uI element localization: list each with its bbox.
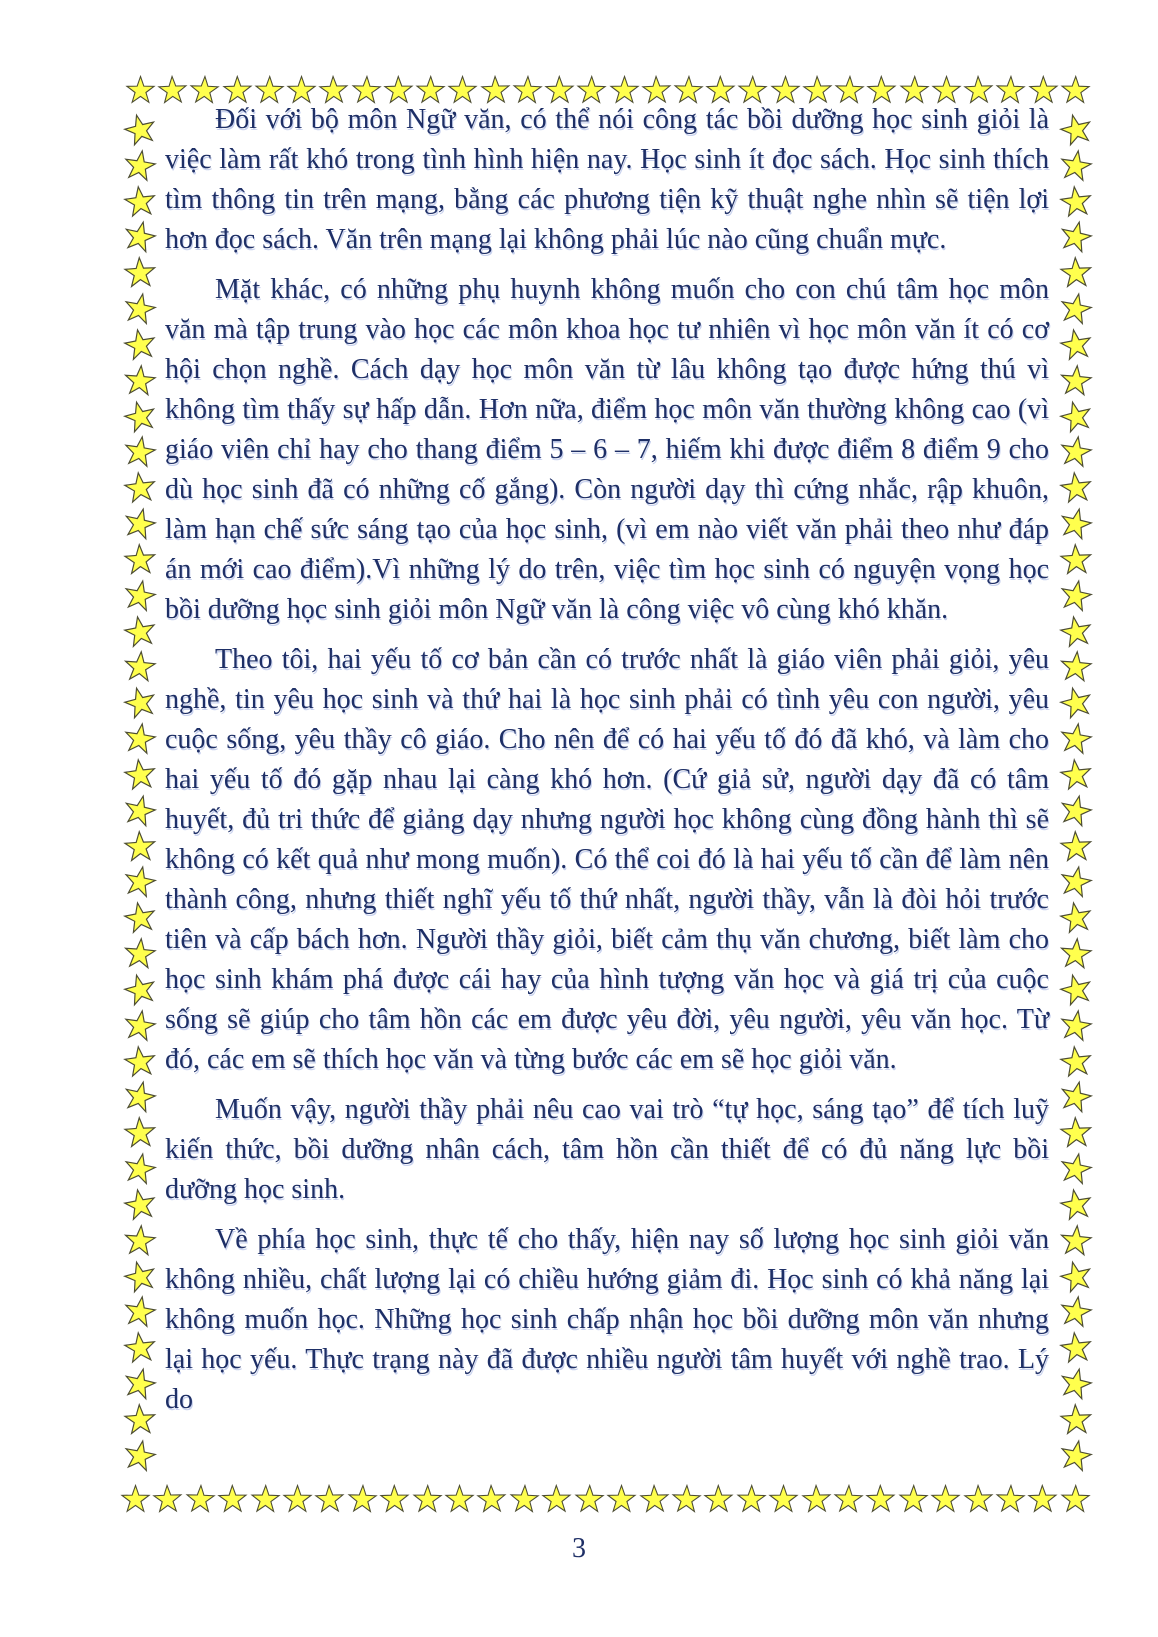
star-icon xyxy=(1058,1114,1094,1150)
star-icon xyxy=(1057,182,1095,220)
star-icon xyxy=(1056,288,1096,328)
star-icon xyxy=(1056,789,1097,830)
star-icon xyxy=(121,145,160,184)
star-icon xyxy=(735,1482,767,1514)
star-icon xyxy=(1056,575,1096,615)
star-icon xyxy=(121,719,160,758)
star-icon xyxy=(1058,541,1094,577)
star-icon xyxy=(1056,216,1097,257)
star-icon xyxy=(930,1483,961,1514)
star-icon xyxy=(1057,145,1096,184)
star-icon xyxy=(1056,898,1095,937)
star-icon xyxy=(121,182,159,220)
paragraph: Theo tôi, hai yếu tố cơ bản cần có trước nhất là giáo viên phải giỏi, yêu nghề, tin yêu học sinh và thứ hai là học sinh phải có tình yêu con người, yêu cuộc sống, yêu thầy cô giáo. Cho nên để có hai yếu tố đó đã khó, và làm cho hai yếu tố đó gặp nhau lại càng khó hơn. (Cứ giả sử, người dạy đã có tâm huyết, đủ tri thức để giảng dạy nhưng người học không cùng đồng hành thì sẽ không có kết quả như mong muốn). Có thể coi đó là hai yếu tố cần để làm nên thành công, nhưng thiết nghĩ yếu tố thứ nhất, người thầy, vẫn là đòi hỏi trước tiên và cấp bách hơn. Người thầy giỏi, biết cảm thụ văn chương, biết làm cho học sinh khám phá được cái hay của hình tượng văn học và giá trị của cuộc sống sẽ giúp cho tâm hồn các em được yêu đời, yêu người, yêu văn học. Từ đó, các em sẽ thích học văn và từng bước các em sẽ học giỏi văn. xyxy=(165,644,1049,1075)
star-icon xyxy=(122,648,159,685)
star-icon xyxy=(121,1005,160,1044)
star-icon xyxy=(1055,1255,1096,1296)
star-icon xyxy=(1058,254,1094,290)
star-icon xyxy=(121,1292,160,1331)
star-icon xyxy=(120,1363,161,1404)
star-icon xyxy=(476,1482,508,1514)
star-icon xyxy=(1058,1221,1095,1258)
star-icon xyxy=(508,1482,540,1514)
star-icon xyxy=(120,1483,151,1514)
star-icon xyxy=(1057,1328,1095,1366)
paragraph: Đối với bộ môn Ngữ văn, có thể nói công tác bồi dưỡng học sinh giỏi là việc làm rất khó trong tình hình hiện nay. Học sinh ít đọc sách. Học sinh thích tìm thông tin trên mạng, bằng các phương tiện kỹ thuật nghe nhìn sẽ tiện lợi hơn đọc sách. Văn trên mạng lại không phải lúc nào cũng chuẩn mực. xyxy=(165,104,1049,255)
star-icon xyxy=(1056,1363,1097,1404)
star-icon xyxy=(121,755,159,793)
star-icon xyxy=(121,1042,159,1080)
star-icon xyxy=(119,968,160,1009)
star-icon xyxy=(120,575,160,615)
star-icon xyxy=(120,898,159,937)
star-icon xyxy=(1058,935,1095,972)
star-icon xyxy=(1056,1076,1097,1117)
star-icon xyxy=(1057,1005,1096,1044)
star-icon xyxy=(1057,719,1096,758)
star-icon xyxy=(122,541,158,577)
star-icon xyxy=(444,1483,475,1514)
star-icon xyxy=(1058,828,1094,864)
star-icon xyxy=(120,611,159,650)
star-icon xyxy=(800,1482,832,1514)
star-icon xyxy=(832,1482,864,1514)
star-icon xyxy=(1057,468,1095,506)
star-icon xyxy=(120,1076,161,1117)
star-icon xyxy=(120,503,161,544)
star-icon xyxy=(1058,1401,1094,1437)
star-icon xyxy=(120,789,161,830)
star-icon xyxy=(120,1148,160,1188)
star-icon xyxy=(122,1221,159,1258)
star-icon xyxy=(768,1483,799,1514)
star-icon xyxy=(541,1482,573,1514)
star-icon xyxy=(122,828,158,864)
star-icon xyxy=(1058,361,1095,398)
star-icon xyxy=(1057,1292,1096,1331)
star-border-right xyxy=(1057,112,1095,1472)
star-icon xyxy=(638,1482,670,1514)
star-icon xyxy=(249,1482,281,1514)
star-icon xyxy=(1056,1435,1096,1475)
star-icon xyxy=(119,1255,160,1296)
star-icon xyxy=(120,1184,159,1223)
star-icon xyxy=(122,1401,158,1437)
star-icon xyxy=(1055,395,1096,436)
document-body xyxy=(165,100,1049,1430)
star-icon xyxy=(1056,1148,1096,1188)
star-icon xyxy=(119,395,160,436)
star-icon xyxy=(670,1482,702,1514)
star-icon xyxy=(119,682,160,723)
star-icon xyxy=(1058,648,1095,685)
star-icon xyxy=(865,1482,897,1514)
star-icon xyxy=(122,935,159,972)
star-icon xyxy=(1057,1042,1095,1080)
star-icon xyxy=(994,1482,1026,1514)
star-icon xyxy=(120,216,161,257)
star-icon xyxy=(962,1482,994,1514)
star-icon xyxy=(1060,73,1092,105)
star-icon xyxy=(1027,1482,1059,1514)
star-icon xyxy=(1060,1482,1092,1514)
star-icon xyxy=(1056,324,1095,363)
star-icon xyxy=(120,1435,160,1475)
star-icon xyxy=(573,1482,605,1514)
star-icon xyxy=(152,1482,184,1514)
paragraph: Về phía học sinh, thực tế cho thấy, hiện nay số lượng học sinh giỏi văn không nhiều, chất lượng lại có chiều hướng giảm đi. Học sinh có khả năng lại không muốn học. Những học sinh chấp nhận học bồi dưỡng môn văn nhưng lại học yếu. Thực trạng này đã được nhiều người tâm huyết với nghề trao. Lý do xyxy=(165,1224,1049,1415)
star-border-left xyxy=(121,112,159,1472)
star-icon xyxy=(703,1482,735,1514)
star-icon xyxy=(120,288,160,328)
page-number: 3 xyxy=(572,1533,586,1564)
star-icon xyxy=(346,1482,378,1514)
star-icon xyxy=(282,1483,313,1514)
star-icon xyxy=(1057,755,1095,793)
star-icon xyxy=(120,861,160,901)
star-icon xyxy=(217,1482,249,1514)
paragraph: Mặt khác, có những phụ huynh không muốn cho con chú tâm học môn văn mà tập trung vào học các môn khoa học tư nhiên vì học môn văn ít có cơ hội chọn nghề. Cách dạy học môn văn từ lâu không tạo được hứng thú vì không tìm thấy sự hấp dẫn. Hơn nữa, điểm học môn văn thường không cao (vì giáo viên chỉ hay cho thang điểm 5 – 6 – 7, hiếm khi được điểm 8 điểm 9 cho dù học sinh đã có những cố gắng). Còn người dạy thì cứng nhắc, rập khuôn, làm hạn chế sức sáng tạo của học sinh, (vì em nào viết văn phải theo như đáp án mới cao điểm).Vì những lý do trên, việc tìm học sinh có nguyện vọng học bồi dưỡng học sinh giỏi môn Ngữ văn là công việc vô cùng khó khăn. xyxy=(165,274,1049,625)
star-icon xyxy=(1056,861,1096,901)
star-icon xyxy=(119,108,160,149)
star-icon xyxy=(411,1482,443,1514)
star-icon xyxy=(1055,108,1096,149)
star-icon xyxy=(1055,968,1096,1009)
star-border-bottom xyxy=(120,1479,1091,1517)
star-icon xyxy=(1055,682,1096,723)
star-icon xyxy=(897,1482,929,1514)
star-icon xyxy=(1056,503,1097,544)
star-icon xyxy=(121,1328,159,1366)
star-icon xyxy=(1056,611,1095,650)
star-icon xyxy=(379,1482,411,1514)
star-icon xyxy=(606,1483,637,1514)
star-icon xyxy=(314,1482,346,1514)
star-icon xyxy=(1057,432,1096,471)
paragraph: Muốn vậy, người thầy phải nêu cao vai trò “tự học, sáng tạo” để tích luỹ kiến thức, bồi dưỡng nhân cách, tâm hồn cần thiết để có đủ năng lực bồi dưỡng học sinh. xyxy=(165,1094,1049,1205)
star-icon xyxy=(122,254,158,290)
star-icon xyxy=(120,324,159,363)
star-icon xyxy=(121,432,160,471)
star-icon xyxy=(1056,1184,1095,1223)
star-icon xyxy=(184,1482,216,1514)
star-icon xyxy=(122,1114,158,1150)
star-icon xyxy=(122,361,159,398)
star-icon xyxy=(121,468,159,506)
star-icon xyxy=(125,74,156,105)
